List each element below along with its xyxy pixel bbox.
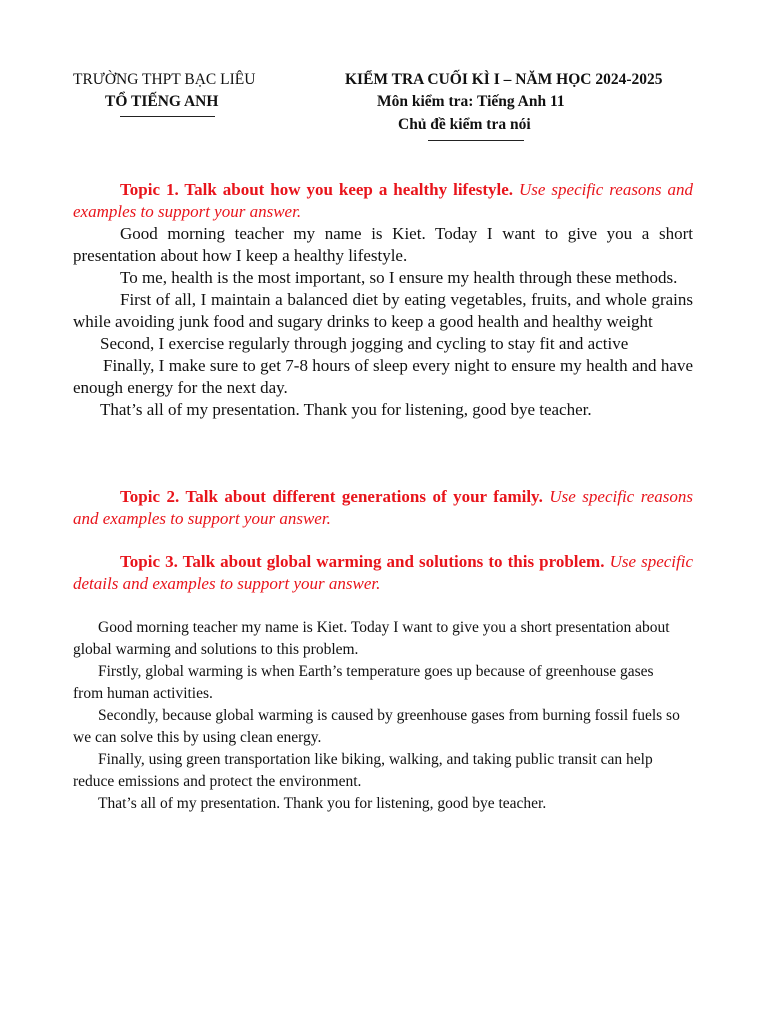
header-right-divider <box>428 140 524 141</box>
topic1-paragraph: First of all, I maintain a balanced diet by eating vegetables, fruits, and whole grains while avoiding junk food and sugary drinks to keep a good health and healthy weight <box>73 290 693 331</box>
topic1-paragraph: Second, I exercise regularly through jogging and cycling to stay fit and active <box>100 334 629 353</box>
topic3-instruction: Use specific details and examples to support your answer. <box>73 552 694 593</box>
exam-subject: Môn kiểm tra: Tiếng Anh 11 <box>377 93 565 110</box>
school-name: TRƯỜNG THPT BẠC LIÊU <box>73 71 256 88</box>
topic2-instruction: Use specific reasons and examples to support your answer. <box>73 487 693 528</box>
topic1-heading <box>73 179 693 223</box>
exam-topic-label: Chủ đề kiểm tra nói <box>398 116 531 133</box>
header-left-divider <box>120 116 215 117</box>
topic3-paragraph: Firstly, global warming is when Earth’s temperature goes up because of greenhouse gases from human activities. <box>73 663 654 702</box>
topic1-paragraph: Good morning teacher my name is Kiet. Today I want to give you a short presentation about how I keep a healthy lifestyle. <box>73 224 693 265</box>
topic3-paragraph: Secondly, because global warming is caused by greenhouse gases from burning fossil fuels so we can solve this by using clean energy. <box>73 707 680 746</box>
department-name: TỔ TIẾNG ANH <box>105 93 219 110</box>
topic3-paragraph: That’s all of my presentation. Thank you for listening, good bye teacher. <box>98 795 547 812</box>
topic1-title: Topic 1. Talk about how you keep a healthy lifestyle. <box>120 180 514 199</box>
topic1-paragraph: Finally, I make sure to get 7-8 hours of sleep every night to ensure my health and have enough energy for the next day. <box>73 356 693 397</box>
topic3-paragraph: Finally, using green transportation like biking, walking, and taking public transit can help reduce emissions and protect the environment. <box>73 751 653 790</box>
topic1-paragraph: To me, health is the most important, so I ensure my health through these methods. <box>120 268 678 287</box>
topic3-heading <box>73 551 693 595</box>
topic1-paragraph: That’s all of my presentation. Thank you for listening, good bye teacher. <box>100 400 592 419</box>
topic2-section <box>73 486 693 530</box>
exam-title: KIỂM TRA CUỐI KÌ I – NĂM HỌC 2024-2025 <box>345 71 663 88</box>
topic2-heading <box>73 486 693 530</box>
topic1-section <box>73 179 693 421</box>
topic3-title: Topic 3. Talk about global warming and solutions to this problem. <box>120 552 605 571</box>
topic3-answer <box>73 617 683 815</box>
topic3-section <box>73 551 693 595</box>
topic1-instruction: Use specific reasons and examples to support your answer. <box>73 180 694 221</box>
topic2-title: Topic 2. Talk about different generations of your family. <box>120 487 543 506</box>
topic3-paragraph: Good morning teacher my name is Kiet. Today I want to give you a short presentation about global warming and solutions to this problem. <box>73 619 670 658</box>
